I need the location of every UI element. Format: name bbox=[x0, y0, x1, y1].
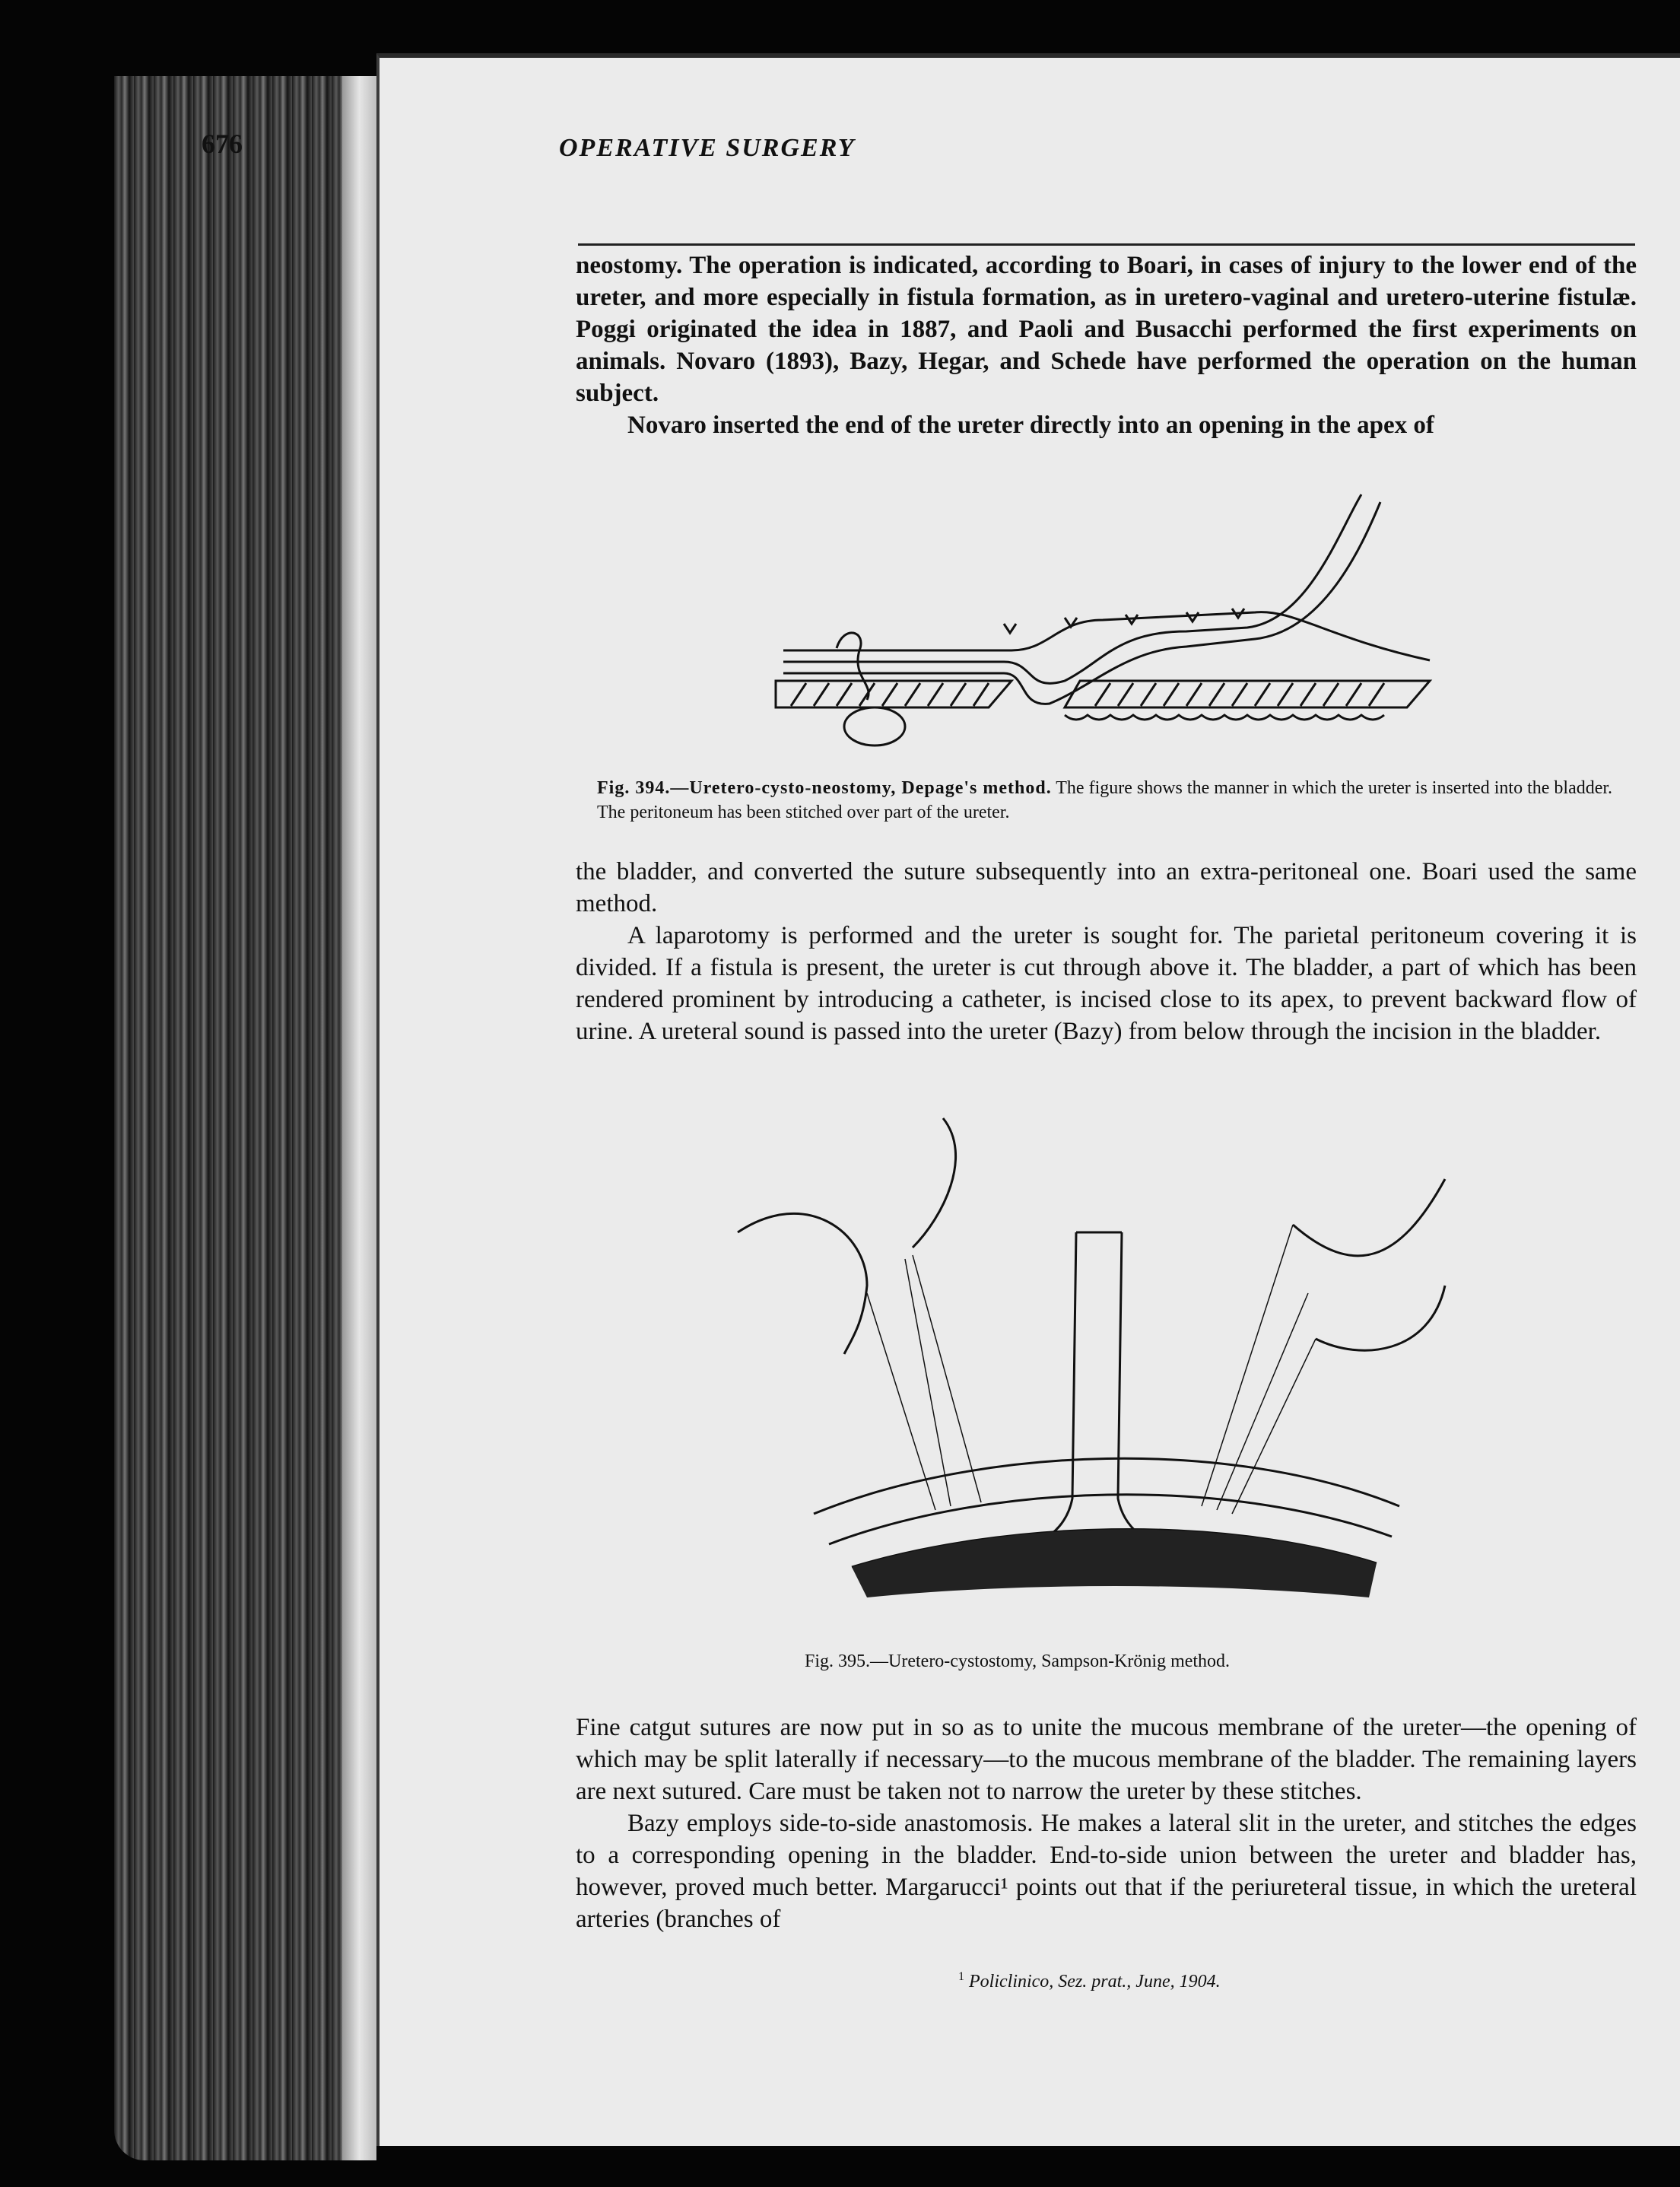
figure-395-label: Fig. 395. bbox=[805, 1651, 871, 1671]
text-block-middle bbox=[576, 856, 1637, 1047]
figure-394-caption bbox=[597, 776, 1628, 825]
figure-395-illustration bbox=[715, 1111, 1491, 1613]
header-rule bbox=[578, 243, 1635, 246]
figure-395-caption bbox=[805, 1649, 1230, 1674]
figure-394-title: —Uretero-cysto-neostomy, Depage's method. bbox=[670, 778, 1052, 798]
figure-394-label: Fig. 394. bbox=[597, 778, 671, 798]
paragraph: Bazy employs side-to-side anastomosis. He makes a lateral slit in the ureter, and stitches the edges to a corresponding opening in the bladder. End-to-side union between the ureter and bladder has, however, proved much better. Margarucci¹ points out that if the periureteral tissue, in which the ureteral arteries (branches of bbox=[576, 1810, 1637, 1933]
page-number: 676 bbox=[202, 129, 243, 159]
footnote-marker: 1 bbox=[958, 1970, 964, 1983]
figure-394-illustration bbox=[761, 487, 1445, 761]
figure-394-text: The figure shows the manner in which the ureter is inserted into the bladder. The peritoneum has been stitched over part of the ureter. bbox=[597, 778, 1613, 822]
figure-395-title: —Uretero-cystostomy, Sampson-Krönig method. bbox=[870, 1651, 1231, 1671]
paragraph: Novaro inserted the end of the ureter directly into an opening in the apex of bbox=[627, 412, 1434, 439]
text-block-top bbox=[576, 250, 1637, 441]
book-page-edges bbox=[114, 76, 376, 2160]
footnote bbox=[958, 1970, 1221, 1992]
paragraph: A laparotomy is performed and the ureter is sought for. The parietal peritoneum covering it is divided. If a fistula is present, the ureter is cut through above it. The bladder, a part of which has been rendered prominent by introducing a catheter, is incised close to its apex, to prevent backward flow of urine. A ureteral sound is passed into the ureter (Bazy) from below through the incision in the bladder. bbox=[576, 922, 1637, 1045]
paragraph: Fine catgut sutures are now put in so as to unite the mucous membrane of the ureter—the opening of which may be split laterally if necessary—to the mucous membrane of the bladder. The remaining layers are next sutured. Care must be taken not to narrow the ureter by these stitches. bbox=[576, 1714, 1637, 1805]
paragraph: neostomy. The operation is indicated, according to Boari, in cases of injury to the lower end of the ureter, and more especially in fistula formation, as in uretero-vaginal and uretero-uterine fistulæ. Poggi originated the idea in 1887, and Paoli and Busacchi performed the first experiments on animals. Novaro (1893), Bazy, Hegar, and Schede have performed the operation on the human subject. bbox=[576, 252, 1637, 407]
footnote-text: Policlinico, Sez. prat., June, 1904. bbox=[969, 1972, 1221, 1992]
running-title: OPERATIVE SURGERY bbox=[559, 134, 856, 162]
text-block-bottom bbox=[576, 1712, 1637, 1935]
paragraph: the bladder, and converted the suture subsequently into an extra-peritoneal one. Boari used the same method. bbox=[576, 858, 1637, 917]
